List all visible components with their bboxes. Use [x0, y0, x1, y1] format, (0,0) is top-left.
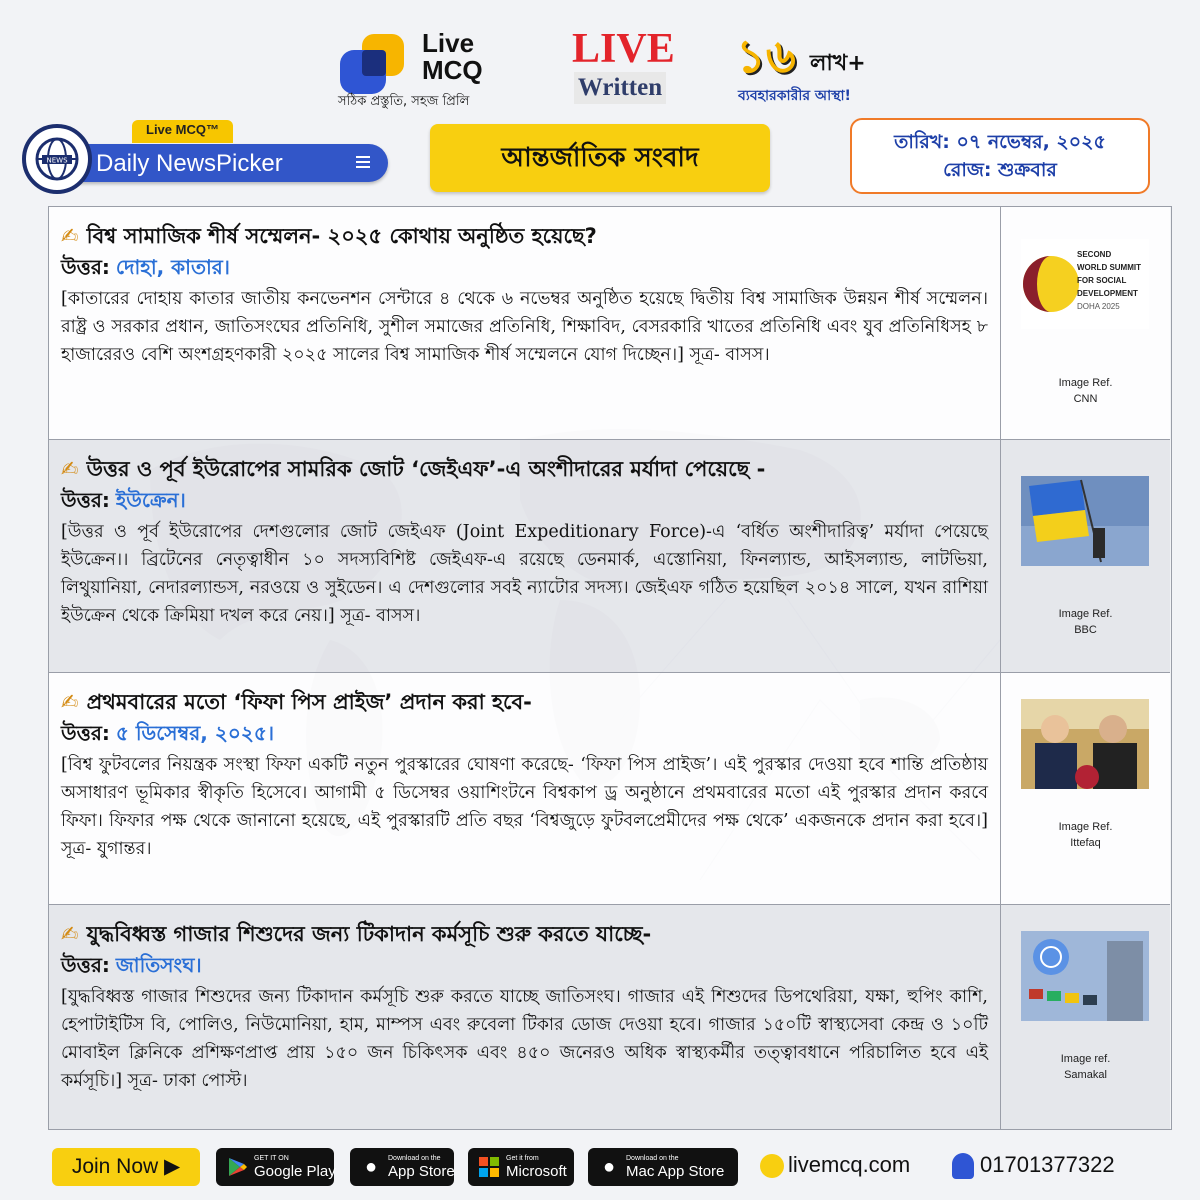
news-answer: উত্তর: ইউক্রেন। [61, 488, 186, 512]
image-ref: Image ref. Samakal [1060, 1053, 1111, 1081]
daily-newspicker-badge [22, 118, 382, 192]
svg-text:NEWS: NEWS [46, 156, 68, 165]
news-text-cell [49, 207, 1001, 439]
livemcq-logo-icon [336, 34, 414, 96]
news-image-summit-logo [1021, 239, 1149, 329]
news-question: ✍ উত্তর ও পূর্ব ইউরোপের সামরিক জোট ‘জেইএফ’-এ অংশীদারের মর্যাদা পেয়েছে - [61, 454, 988, 484]
date-box [850, 118, 1150, 194]
live-written-logo [572, 26, 675, 108]
globe-icon [22, 124, 92, 194]
play-arrow-icon: ▶ [164, 1155, 181, 1178]
image-ref: Image Ref. CNN [1058, 377, 1113, 405]
news-item [49, 673, 1170, 905]
microsoft-icon [478, 1156, 500, 1178]
news-question: ✍ প্রথমবারের মতো ‘ফিফা পিস প্রাইজ’ প্রদান করা হবে- [61, 687, 988, 717]
brand-tagline: সঠিক প্রস্তুতি, সহজ প্রিলি [338, 94, 470, 109]
pen-icon: ✍ [61, 224, 79, 248]
news-body: [কাতারের দোহায় কাতার জাতীয় কনভেনশন সেন্টারে ৪ থেকে ৬ নভেম্বর অনুষ্ঠিত হয়েছে দ্বিতীয় বিশ্ব সামাজিক উন্নয়ন শীর্ষ সম্মেলন। রাষ্ট্র ও সরকার প্রধান, জাতিসংঘের প্রতিনিধি, সুশীল সমাজের প্রতিনিধি, শিক্ষাবিদ, বেসরকারি খাতের প্রতিনিধি এবং যুব প্রতিনিধিসহ ৮ হাজারেরও বেশি অংশগ্রহণকারী ২০২৫ সালের বিশ্ব সামাজিক শীর্ষ সম্মেলনে যোগ দিচ্ছেন।] সূত্র- বাসস। [61, 289, 988, 365]
news-question: ✍ যুদ্ধবিধ্বস্ত গাজার শিশুদের জন্য টিকাদান কর্মসূচি শুরু করতে যাচ্ছে- [61, 919, 988, 949]
join-now-button[interactable]: Join Now ▶ [52, 1148, 200, 1186]
news-answer: উত্তর: জাতিসংঘ। [61, 953, 202, 977]
news-text-cell [49, 905, 1001, 1129]
day-line: রোজ: শুক্রবার [943, 159, 1057, 181]
user-count-unit: লাখ+ [810, 51, 866, 76]
svg-text:WORLD SUMMIT: WORLD SUMMIT [1077, 263, 1141, 272]
news-image-cell [1001, 673, 1170, 904]
news-item [49, 905, 1170, 1129]
news-table [48, 206, 1172, 1130]
section-title: আন্তর্জাতিক সংবাদ [501, 143, 699, 173]
play-store-icon [226, 1156, 248, 1178]
pen-icon: ✍ [61, 690, 79, 714]
phone-number[interactable]: 01701377322 [952, 1152, 1115, 1179]
mac-app-store-button[interactable]: ● Download on the Mac App Store [588, 1148, 738, 1186]
user-count-number: ১৬ [736, 29, 796, 83]
news-question: ✍ বিশ্ব সামাজিক শীর্ষ সম্মেলন- ২০২৫ কোথায় অনুষ্ঠিত হয়েছে? [61, 221, 988, 251]
svg-text:SECOND: SECOND [1077, 250, 1112, 259]
pen-icon: ✍ [61, 457, 79, 481]
news-image-cell [1001, 905, 1170, 1129]
apple-icon: ● [364, 1156, 378, 1178]
brand-name: Live MCQ [422, 28, 483, 85]
website-link[interactable]: livemcq.com [760, 1152, 910, 1178]
news-text-cell [49, 673, 1001, 904]
written-word: Written [574, 72, 666, 104]
news-body: [বিশ্ব ফুটবলের নিয়ন্ত্রক সংস্থা ফিফা একটি নতুন পুরস্কারের ঘোষণা করেছে- ‘ফিফা পিস প্রাইজ’। এই পুরস্কার দেওয়া হবে শান্তি প্রতিষ্ঠায় অসাধারণ ভূমিকার স্বীকৃতি হিসেবে। আগামী ৫ ডিসেম্বর ওয়াশিংটনে বিশ্বকাপ ড্র অনুষ্ঠানে প্রথমবারের মতো এই পুরস্কার প্রদান করবে ফিফা। ফিফার পক্ষ থেকে জানানো হয়েছে, এই পুরস্কারটি প্রতি বছর ‘বিশ্বজুড়ে ফুটবলপ্রেমীদের পক্ষ থেকে’ একজনকে প্রদান করা হবে।] সূত্র- যুগান্তর। [61, 755, 988, 859]
news-image-cell [1001, 207, 1170, 439]
newspicker-tag: Live MCQ™ [132, 120, 233, 143]
news-answer: উত্তর: দোহা, কাতার। [61, 255, 230, 279]
web-globe-icon [760, 1154, 784, 1178]
apple-icon: ● [602, 1156, 616, 1178]
image-ref: Image Ref. BBC [1058, 608, 1113, 636]
user-phone-icon [952, 1153, 974, 1179]
news-body: [যুদ্ধবিধ্বস্ত গাজার শিশুদের জন্য টিকাদান কর্মসূচি শুরু করতে যাচ্ছে জাতিসংঘ। গাজার এই শিশুদের ডিপথেরিয়া, যক্ষা, হুপিং কাশি, হেপাটাইটিস বি, পোলিও, নিউমোনিয়া, হাম, মাম্পস এবং রুবেলা টিকার ডোজ দেওয়া হবে। গাজার ১৫০টি স্বাস্থ্যসেবা কেন্দ্র ও ১০টি মোবাইল ক্লিনিকে প্রশিক্ষণপ্রাপ্ত প্রায় ১৫০ জন চিকিৎসক এবং ৪৫০ জনেরও অধিক স্বাস্থ্যকর্মীর তত্ত্বাবধানে পরিচালিত হবে এই কর্মসূচি।] সূত্র- ঢাকা পোস্ট। [61, 987, 988, 1091]
image-ref: Image Ref. Ittefaq [1058, 821, 1113, 849]
user-count-caption: ব্যবহারকারীর আস্থা! [738, 88, 851, 104]
section-title-box [430, 124, 770, 192]
app-store-button[interactable]: ● Download on the App Store [350, 1148, 454, 1186]
svg-text:DEVELOPMENT: DEVELOPMENT [1077, 289, 1138, 298]
news-item [49, 440, 1170, 673]
google-play-button[interactable]: GET IT ON Google Play [216, 1148, 334, 1186]
svg-text:DOHA 2025: DOHA 2025 [1077, 302, 1120, 311]
microsoft-store-button[interactable]: Get it from Microsoft [468, 1148, 574, 1186]
pen-icon: ✍ [61, 922, 79, 946]
footer-bar [48, 1146, 1158, 1190]
news-image-cell [1001, 440, 1170, 672]
date-line: তারিখ: ০৭ নভেম্বর, ২০২৫ [894, 131, 1106, 153]
newspicker-title: Daily NewsPicker [96, 150, 283, 177]
user-count-badge [736, 28, 916, 108]
news-image-fifa-meeting [1021, 699, 1149, 789]
news-text-cell [49, 440, 1001, 672]
newspicker-lines [356, 156, 370, 171]
livemcq-logo [336, 28, 516, 114]
news-body: [উত্তর ও পূর্ব ইউরোপের দেশগুলোর জোট জেইএফ (Joint Expeditionary Force)-এ ‘বর্ধিত অংশীদারিত্ব’ মর্যাদা পেয়েছে ইউক্রেন।। ব্রিটেনের নেতৃত্বাধীন ১০ সদস্যবিশিষ্ট জেইএফ-এ রয়েছে ডেনমার্ক, এস্তোনিয়া, ফিনল্যান্ড, আইসল্যান্ড, লাটভিয়া, লিথুয়ানিয়া, নেদারল্যান্ডস, নরওয়ে ও সুইডেন। এ দেশগুলোর সবই ন্যাটোর সদস্য। জেইএফ গঠিত হয়েছিল ২০১৪ সালে, যখন রাশিয়া ইউক্রেন থেকে ক্রিমিয়া দখল করে নেয়।] সূত্র- বাসস। [61, 522, 988, 626]
news-item [49, 207, 1170, 440]
svg-text:FOR SOCIAL: FOR SOCIAL [1077, 276, 1127, 285]
live-word: LIVE [572, 26, 675, 72]
news-image-ukraine-flag [1021, 476, 1149, 566]
news-image-un-flags [1021, 931, 1149, 1021]
news-answer: উত্তর: ৫ ডিসেম্বর, ২০২৫। [61, 721, 275, 745]
